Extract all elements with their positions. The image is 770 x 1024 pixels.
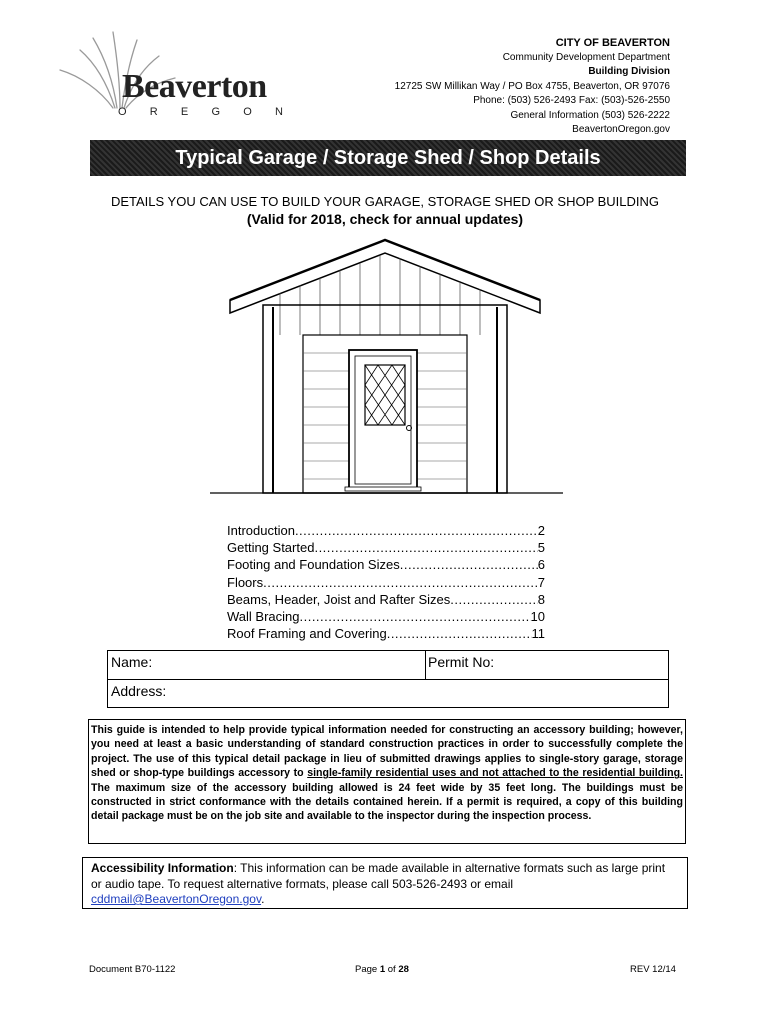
revision: REV 12/14: [630, 964, 676, 975]
street-address: 12725 SW Millikan Way / PO Box 4755, Beaverton, OR 97076: [394, 80, 670, 92]
accessibility-end: .: [261, 892, 265, 906]
toc-item[interactable]: [227, 556, 545, 573]
logo-state-letters: [118, 106, 283, 118]
logo-wordmark: Beaverton: [122, 68, 267, 105]
accessibility-text: : This information can be made available in alternative formats such as large print or audio tape. To request alternative formats, please call 503-526-2493 or email: [91, 861, 666, 891]
toc-page: 10: [530, 609, 545, 625]
toc-item[interactable]: [227, 591, 545, 608]
notice-text: This guide is intended to help provide typical information needed for constructing an accessory building; however, you need at least a basic understanding of standard construction practices in order to successfully complete the project. The use of this typical detail package in lieu of submitted drawings applies to single-story garage, storage shed or shop-type buildings accessory to: [91, 724, 683, 780]
toc-item[interactable]: [227, 539, 545, 556]
toc-label: Floors: [227, 574, 264, 590]
accessibility-info: [82, 857, 688, 909]
logo-letter: R: [149, 106, 158, 118]
logo-letter: O: [243, 106, 252, 118]
toc-item[interactable]: [227, 574, 545, 591]
department-name: Community Development Department: [502, 51, 670, 63]
phone-fax: Phone: (503) 526-2493 Fax: (503)-526-2550: [473, 95, 670, 106]
notice-underlined-text: single-family residential uses and not attached to the residential building.: [307, 767, 683, 780]
email-link[interactable]: cddmail@BeavertonOregon.gov: [91, 892, 262, 906]
toc-page: 5: [537, 540, 545, 556]
department-address-block: [395, 36, 670, 138]
page-of: of: [385, 964, 399, 975]
division-name: Building Division: [588, 66, 670, 77]
document-number: Document B70-1122: [89, 964, 176, 975]
logo-letter: E: [180, 106, 189, 118]
name-field[interactable]: Name:: [111, 654, 153, 670]
page-total: 28: [398, 964, 409, 975]
column-divider: [425, 651, 426, 679]
toc-label: Footing and Foundation Sizes: [227, 557, 400, 573]
logo-letter: G: [211, 106, 221, 118]
shed-illustration: [205, 235, 565, 500]
toc-page: 2: [537, 523, 545, 538]
logo-letter: N: [275, 106, 283, 118]
toc-item[interactable]: [227, 625, 545, 642]
page-title: Typical Garage / Storage Shed / Shop Details: [90, 140, 686, 176]
notice-text-end: The maximum size of the accessory building allowed is 24 feet wide by 35 feet long. The buildings must be constructed in strict conformance with the details contained herein. If a permit is required, a copy of this building detail package must be on the job site and available to the inspector during the inspection process.: [91, 781, 683, 823]
city-name: CITY OF BEAVERTON: [555, 37, 670, 49]
name-permit-row: [108, 651, 668, 680]
permit-number-field[interactable]: Permit No:: [428, 654, 495, 670]
validity-note: (Valid for 2018, check for annual updates): [246, 211, 524, 227]
subtitle: DETAILS YOU CAN USE TO BUILD YOUR GARAGE, STORAGE SHED OR SHOP BUILDING: [110, 194, 660, 209]
applicant-info-table: [107, 650, 669, 708]
page-indicator: [355, 964, 409, 975]
toc-item[interactable]: [227, 522, 545, 539]
toc-page: 6: [537, 557, 545, 573]
page-prefix: Page: [355, 964, 380, 975]
toc-page: 8: [537, 591, 545, 607]
toc-item[interactable]: [227, 608, 545, 625]
logo-letter: O: [118, 106, 127, 118]
toc-page: 7: [537, 574, 545, 590]
toc-label: Beams, Header, Joist and Rafter Sizes: [227, 591, 451, 607]
page-current: 1: [379, 964, 386, 975]
toc-page: 11: [531, 626, 545, 642]
table-of-contents: [227, 522, 545, 642]
general-info-phone: General Information (503) 526-2222: [510, 109, 670, 121]
toc-label: Getting Started: [227, 540, 315, 556]
website: BeavertonOregon.gov: [572, 124, 670, 135]
guide-notice: [88, 719, 686, 844]
toc-label: Roof Framing and Covering: [227, 626, 387, 642]
toc-label: Wall Bracing: [227, 609, 300, 625]
accessibility-heading: Accessibility Information: [91, 861, 234, 875]
toc-label: Introduction: [227, 523, 295, 538]
address-field[interactable]: Address:: [111, 683, 167, 699]
